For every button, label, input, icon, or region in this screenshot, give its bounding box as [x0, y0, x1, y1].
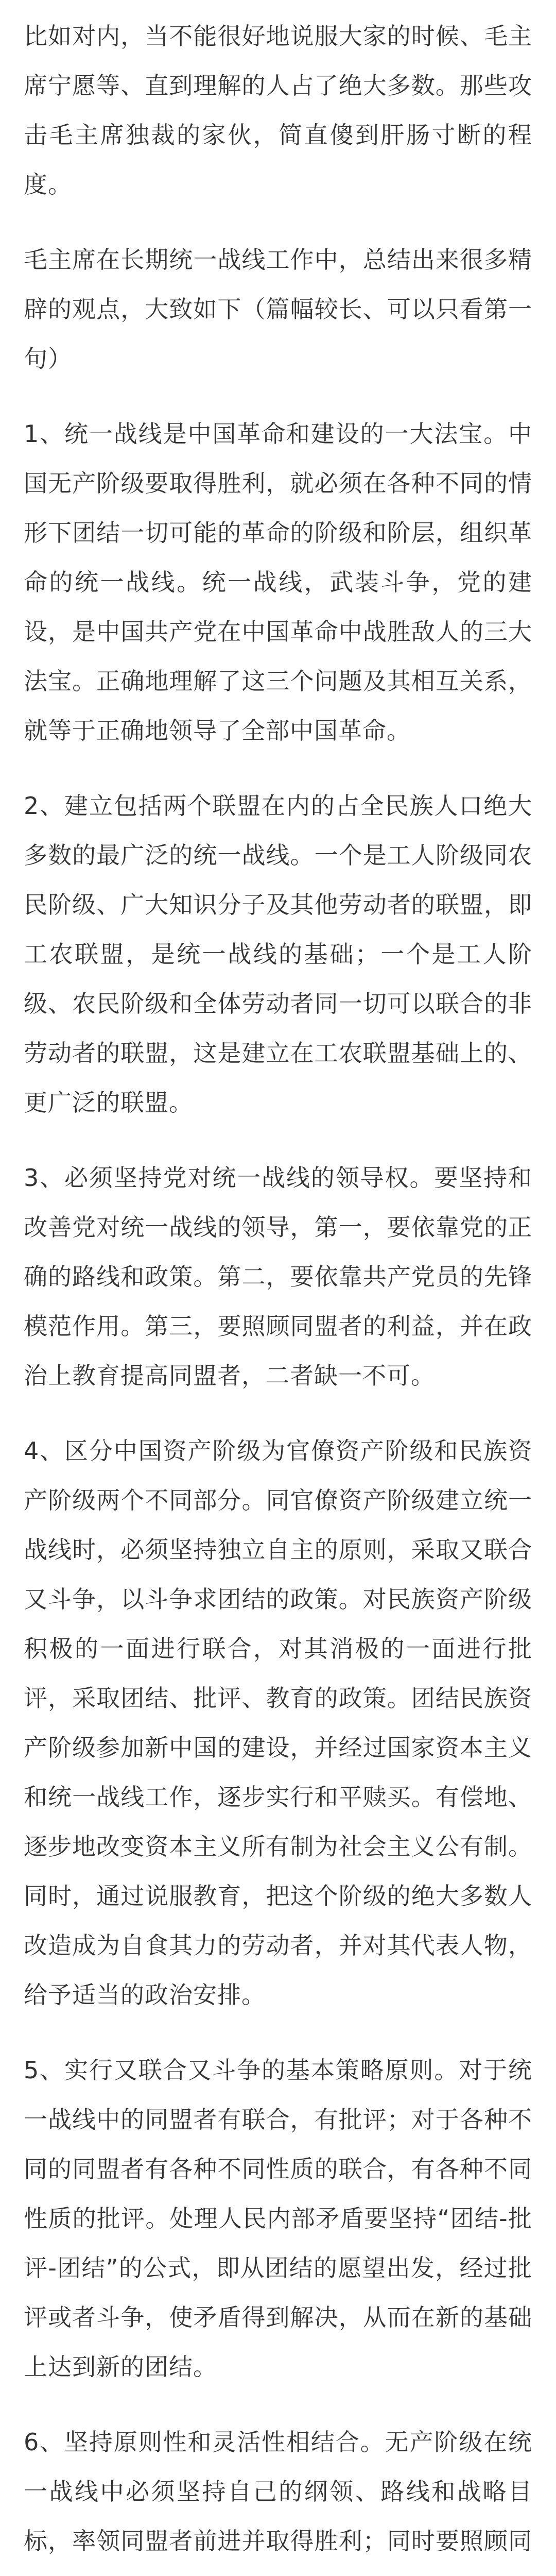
- paragraph-point-5: 5、实行又联合又斗争的基本策略原则。对于统一战线中的同盟者有联合，有批评；对于各种不同的同盟者有各种不同性质的联合，有各种不同性质的批评。处理人民内部矛盾要坚持“团结-批评-团结”的公式，即从团结的愿望出发，经过批评或者斗争，使矛盾得到解决，从而在新的基础上达到新的团结。: [24, 2056, 532, 2381]
- paragraph-point-2: 2、建立包括两个联盟在内的占全民族人口绝大多数的最广泛的统一战线。一个是工人阶级同农民阶级、广大知识分子及其他劳动者的联盟，即工农联盟，是统一战线的基础；一个是工人阶级、农民阶级和全体劳动者同一切可以联合的非劳动者的联盟，这是建立在工农联盟基础上的、更广泛的联盟。: [24, 792, 532, 1116]
- paragraph-intro: 比如对内，当不能很好地说服大家的时候、毛主席宁愿等、直到理解的人占了绝大多数。那些攻击毛主席独裁的家伙，简直傻到肝肠寸断的程度。: [24, 22, 532, 198]
- paragraph-summary: 毛主席在长期统一战线工作中，总结出来很多精辟的观点，大致如下（篇幅较长、可以只看第一句）: [24, 246, 532, 372]
- paragraph-point-1: 1、统一战线是中国革命和建设的一大法宝。中国无产阶级要取得胜利，就必须在各种不同的情形下团结一切可能的革命的阶级和阶层，组织革命的统一战线。统一战线，武装斗争，党的建设，是中国共产党在中国革命中战胜敌人的三大法宝。正确地理解了这三个问题及其相互关系，就等于正确地领导了全部中国革命。: [24, 420, 532, 744]
- paragraph-point-3: 3、必须坚持党对统一战线的领导权。要坚持和改善党对统一战线的领导，第一，要依靠党的正确的路线和政策。第二，要依靠共产党员的先锋模范作用。第三，要照顾同盟者的利益，并在政治上教育提高同盟者，二者缺一不可。: [24, 1164, 532, 1389]
- paragraph-point-4: 4、区分中国资产阶级为官僚资产阶级和民族资产阶级两个不同部分。同官僚资产阶级建立统一战线时，必须坚持独立自主的原则，采取又联合又斗争，以斗争求团结的政策。对民族资产阶级积极的一面进行联合，对其消极的一面进行批评，采取团结、批评、教育的政策。团结民族资产阶级参加新中国的建设，并经过国家资本主义和统一战线工作，逐步实行和平赎买。有偿地、逐步地改变资本主义所有制为社会主义公有制。同时，通过说服教育，把这个阶级的绝大多数人改造成为自食其力的劳动者，并对其代表人物，给予适当的政治安排。: [24, 1437, 532, 2009]
- paragraph-point-6: 6、坚持原则性和灵活性相结合。无产阶级在统一战线中必须坚持自己的纲领、路线和战略目标，率领同盟者前进并取得胜利；同时要照顾同: [24, 2428, 532, 2555]
